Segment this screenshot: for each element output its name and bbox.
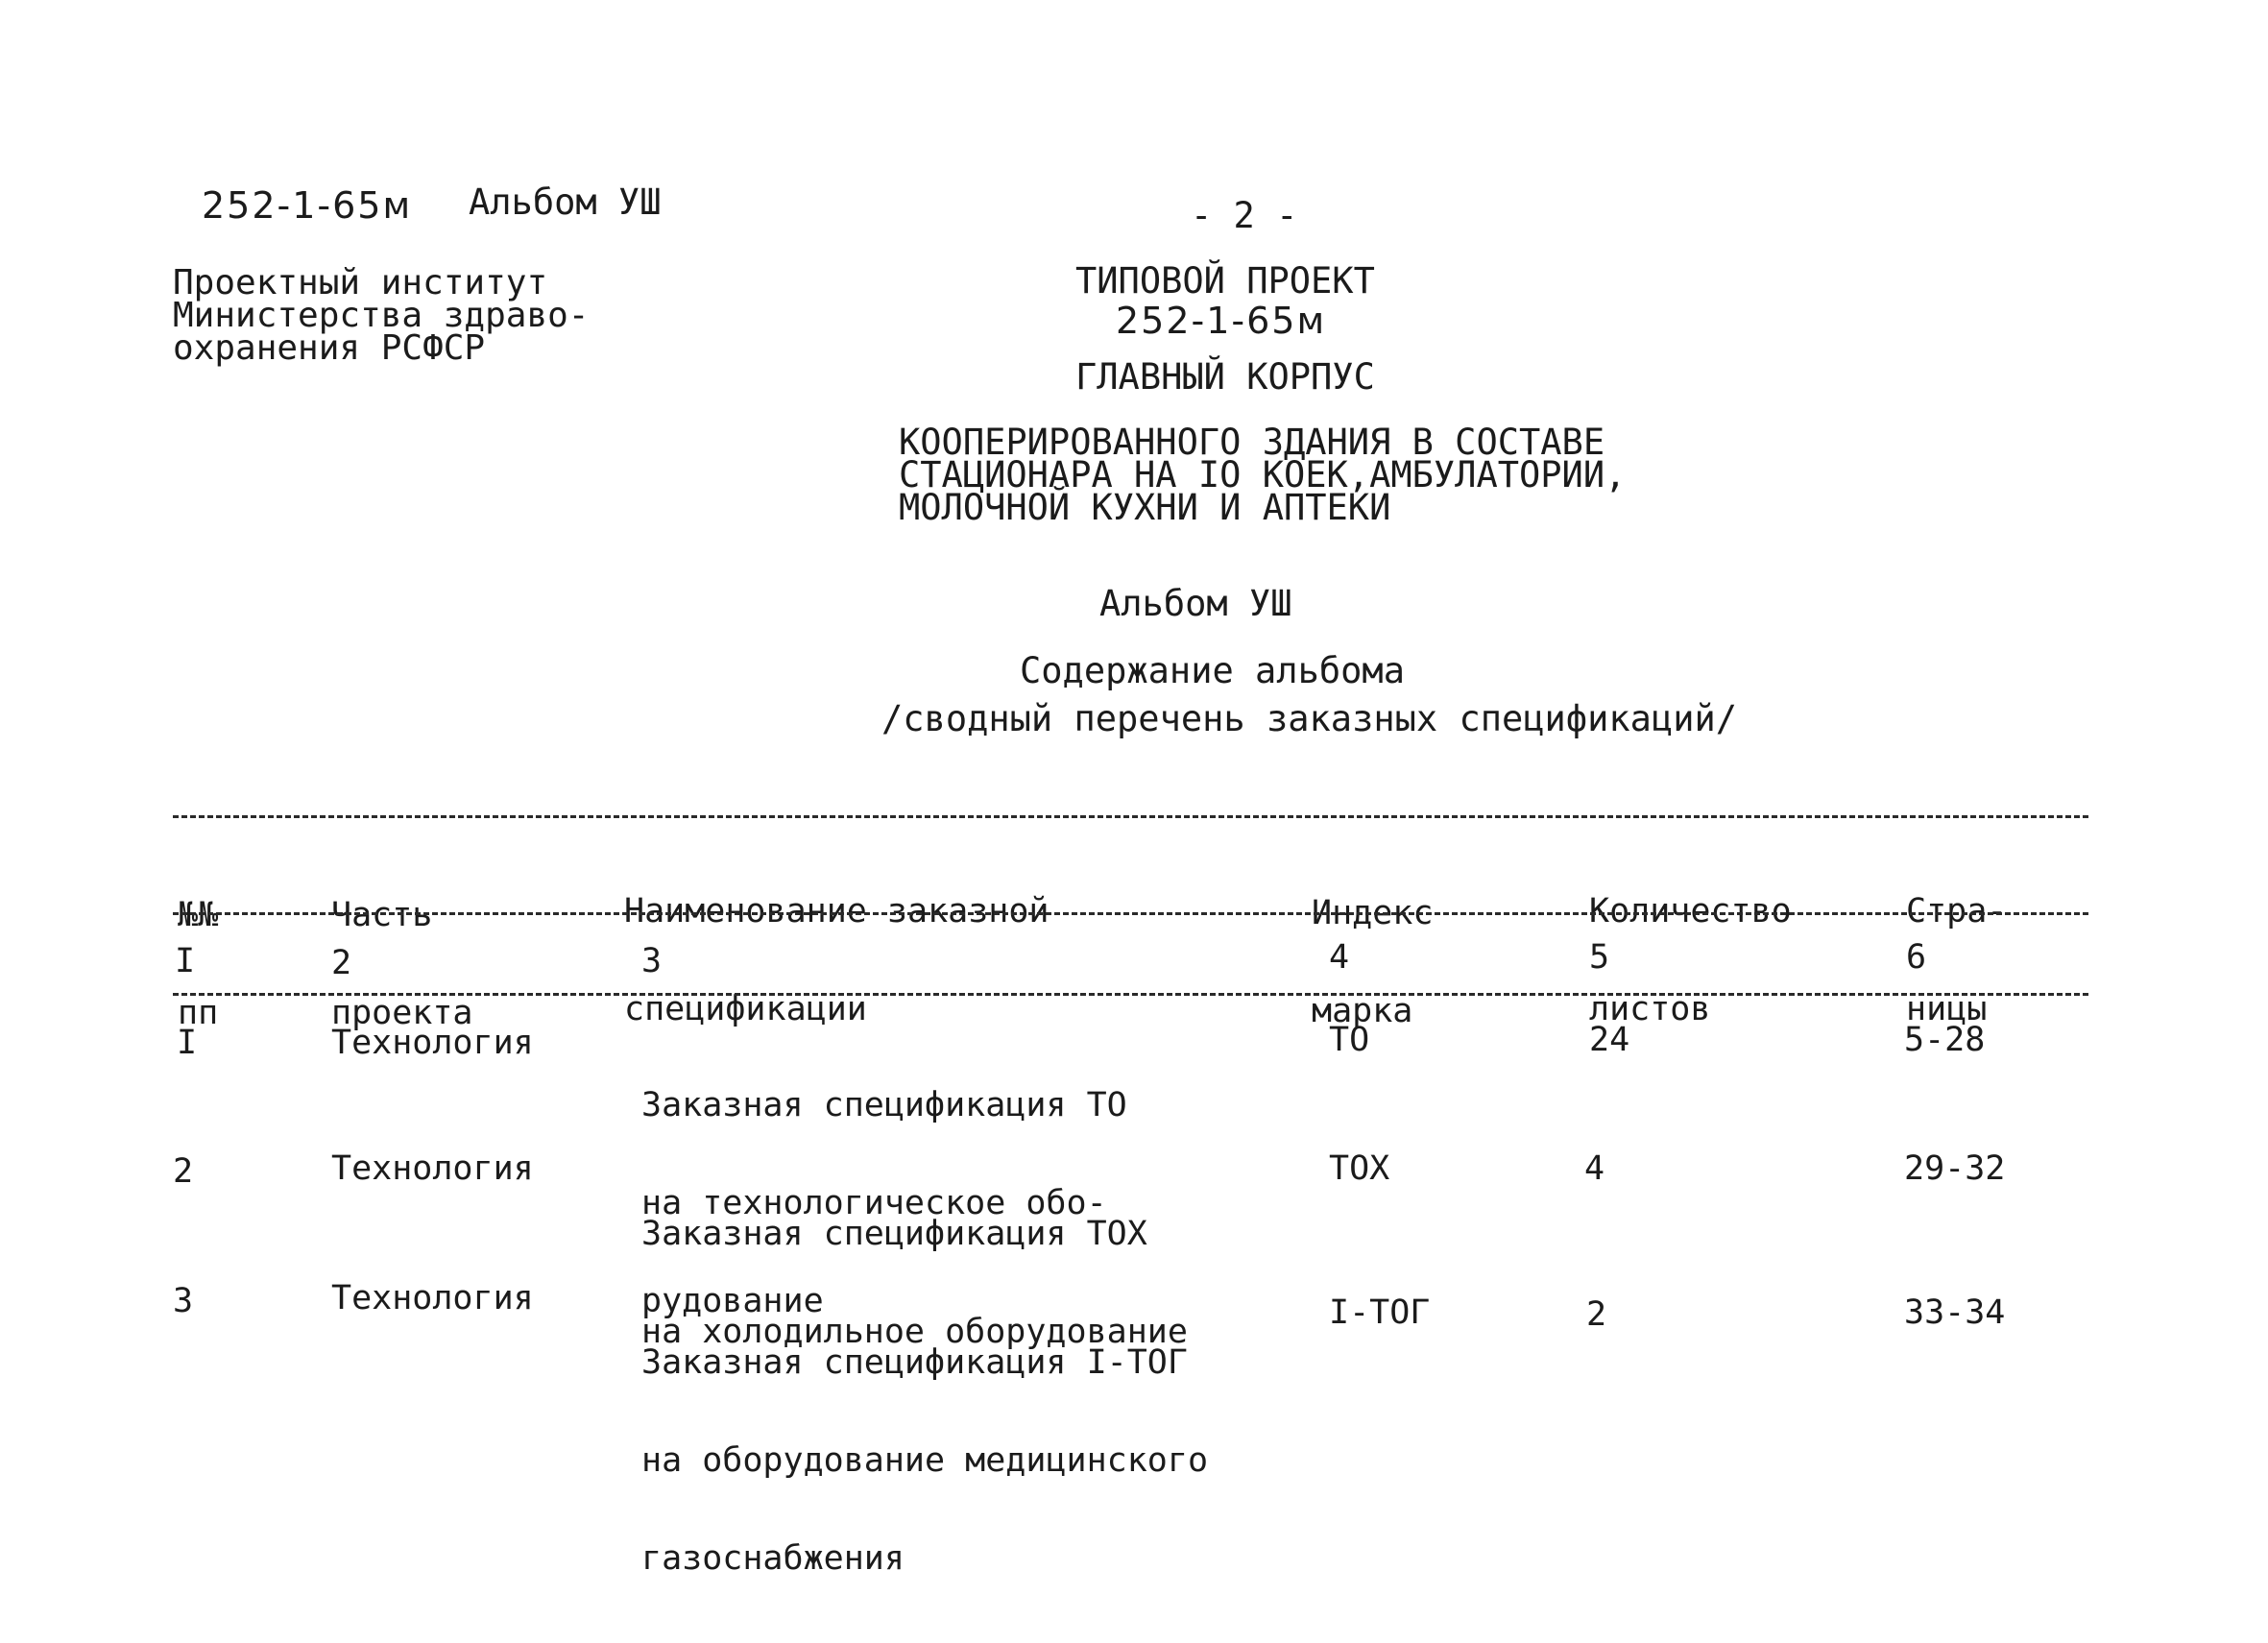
album-title: Альбом УШ [1099, 583, 1292, 624]
row-number: 2 [173, 1152, 194, 1191]
contents-subtitle: /сводный перечень заказных спецификаций/ [881, 698, 1738, 739]
row-part: Технология [331, 1149, 534, 1188]
institute-line: Проектный институт [173, 263, 548, 302]
row-part: Технология [331, 1024, 534, 1062]
album-reference: Альбом УШ [469, 181, 662, 223]
column-number: 4 [1329, 938, 1350, 977]
row-spec-name: Заказная спецификация I-ТОГ на оборудование медицинского газоснабжения [641, 1343, 1209, 1578]
row-index: ТО [1329, 1021, 1370, 1059]
header-name: Наименование заказной спецификации [624, 892, 1050, 1028]
contents-title: Содержание альбома [1020, 650, 1405, 691]
row-pages: 29-32 [1904, 1149, 2006, 1188]
handwritten-project-code: 252-1-65м [202, 184, 413, 227]
row-number: I [177, 1024, 198, 1062]
column-number: 5 [1589, 938, 1610, 977]
row-pages: 5-28 [1904, 1021, 1986, 1059]
row-index: ТОХ [1329, 1149, 1390, 1188]
header-index: Индекс марка [1312, 894, 1434, 1030]
institute-line: охранения РСФСР [173, 328, 486, 368]
row-sheets: 2 [1586, 1295, 1607, 1334]
column-number: 3 [641, 942, 663, 980]
column-number: 2 [331, 944, 352, 982]
building-description [899, 422, 1627, 528]
building-title: ГЛАВНЫЙ КОРПУС [1075, 356, 1375, 398]
row-pages: 33-34 [1904, 1293, 2006, 1332]
header-part: Часть проекта [331, 896, 473, 1032]
description-line: СТАЦИОНАРА НА IO КОЕК,АМБУЛАТОРИИ, [899, 454, 1627, 495]
description-line: КООПЕРИРОВАННОГО ЗДАНИЯ В СОСТАВЕ [899, 422, 1605, 463]
table-rule-top [173, 815, 2088, 818]
page-number: - 2 - [1191, 195, 1298, 236]
institute-line: Министерства здраво- [173, 296, 590, 335]
row-sheets: 24 [1589, 1021, 1630, 1059]
column-number: I [175, 942, 196, 980]
row-spec-name: Заказная спецификация ТОХ на холодильное оборудование [641, 1215, 1188, 1351]
table-rule-header [173, 912, 2088, 915]
project-code: 252-1-65м [1116, 300, 1327, 342]
institute-block [173, 263, 590, 368]
row-spec-name: Заказная спецификация ТО на технологическое обо- рудование [641, 1086, 1127, 1320]
project-type-heading: ТИПОВОЙ ПРОЕКТ [1075, 260, 1375, 302]
header-pages: Стра- ницы [1906, 892, 2008, 1028]
header-num: №№ пп [178, 896, 219, 1032]
column-number: 6 [1906, 938, 1927, 977]
row-number: 3 [173, 1282, 194, 1320]
row-sheets: 4 [1584, 1149, 1605, 1188]
table-rule-columns [173, 993, 2088, 996]
header-sheets: Количество листов [1589, 892, 1792, 1028]
description-line: МОЛОЧНОЙ КУХНИ И АПТЕКИ [899, 487, 1391, 528]
row-part: Технология [331, 1279, 534, 1317]
row-index: I-ТОГ [1329, 1293, 1431, 1332]
